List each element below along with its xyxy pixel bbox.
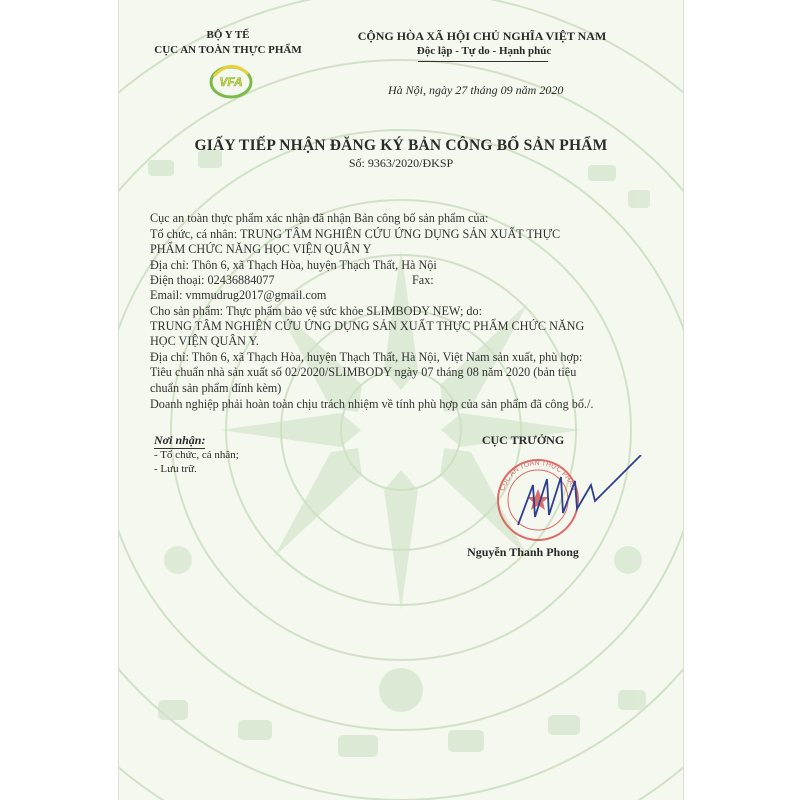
signer-position: CỤC TRƯỞNG [481, 433, 565, 447]
body-line-12: chuẩn sản phẩm đính kèm) [150, 381, 282, 395]
document-number: Số: 9363/2020/ĐKSP [348, 156, 454, 170]
recipient-item-1: - Tổ chức, cá nhân; [154, 449, 239, 461]
recipient-item-2: - Lưu trữ. [154, 463, 197, 475]
stamp-ring-text: CỤC AN TOÀN THỰC PHẨM [499, 459, 577, 492]
agency-name: CỤC AN TOÀN THỰC PHẨM [154, 44, 302, 56]
body-line-1: Cục an toàn thực phẩm xác nhận đã nhận Bản công bố sản phẩm của: [150, 211, 489, 225]
body-line-13: Doanh nghiệp phải hoàn toàn chịu trách nhiệm về tính phù hợp của sản phẩm đã công bố./. [150, 397, 594, 411]
country-name: CỘNG HÒA XÃ HỘI CHỦ NGHĨA VIỆT NAM [357, 29, 607, 43]
body-line-6: Email: vmmudrug2017@gmail.com [150, 288, 327, 302]
recipients-heading: Nơi nhận: [154, 433, 206, 447]
body-line-3: PHẨM CHỨC NĂNG HỌC VIỆN QUÂN Y [150, 242, 372, 256]
body-line-5: Điện thoại: 02436884077 [150, 273, 275, 287]
body-line-2: Tổ chức, cá nhân: TRUNG TÂM NGHIÊN CỨU ỨNG DỤNG SẢN XUẤT THỰC [150, 227, 561, 241]
national-motto: Độc lập - Tự do - Hạnh phúc [416, 45, 552, 57]
issue-date: Hà Nội, ngày 27 tháng 09 năm 2020 [388, 83, 564, 97]
signer-name: Nguyễn Thanh Phong [467, 545, 579, 559]
body-line-11: Tiêu chuẩn nhà sản xuất số 02/2020/SLIMBODY ngày 07 tháng 08 năm 2020 (bản tiêu [150, 365, 577, 379]
body-line-4: Địa chỉ: Thôn 6, xã Thạch Hòa, huyện Thạch Thất, Hà Nội [150, 258, 437, 272]
vfa-logo-lettering: VFA [219, 75, 243, 89]
body-line-10: Địa chỉ: Thôn 6, xã Thạch Hòa, huyện Thạch Thất, Hà Nội, Việt Nam sản xuất, phù hợp: [150, 350, 583, 364]
body-line-9: HỌC VIỆN QUÂN Y. [150, 334, 259, 348]
body-line-7: Cho sản phẩm: Thực phẩm bảo vệ sức khỏe SLIMBODY NEW; do: [150, 304, 482, 318]
page-edge [118, 0, 684, 800]
body-line-8: TRUNG TÂM NGHIÊN CỨU ỨNG DỤNG SẢN XUẤT THỰC PHẨM CHỨC NĂNG [150, 319, 585, 333]
document-title: GIẤY TIẾP NHẬN ĐĂNG KÝ BẢN CÔNG BỐ SẢN PHẨM [194, 137, 608, 154]
ministry-name: BỘ Y TẾ [206, 29, 250, 41]
fax-label: Fax: [412, 273, 434, 287]
